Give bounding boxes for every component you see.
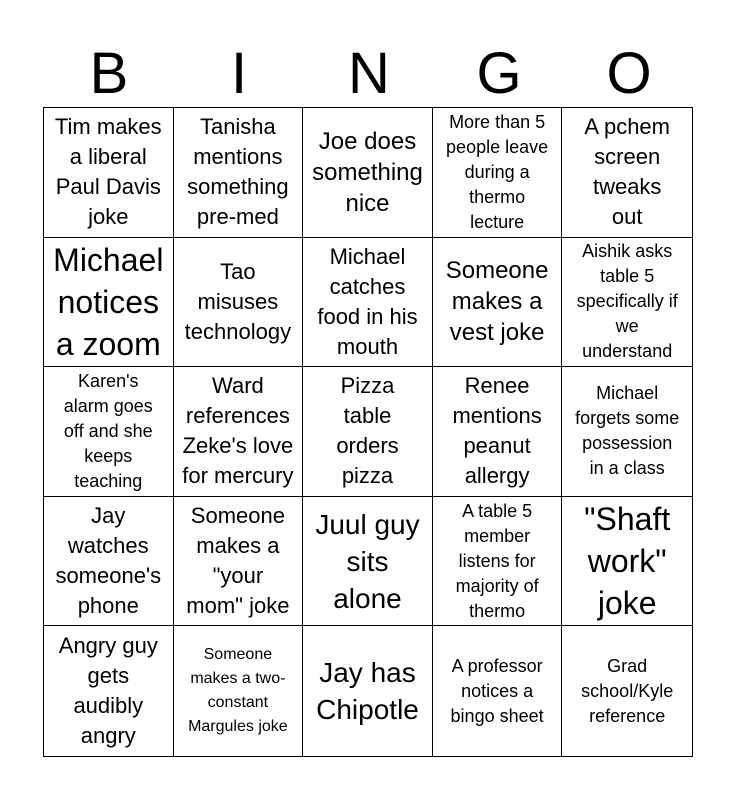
bingo-cell[interactable]: A table 5 member listens for majority of thermo — [433, 497, 563, 627]
bingo-cell[interactable]: Jay has Chipotle — [303, 626, 433, 756]
bingo-cell[interactable]: A pchem screen tweaks out — [562, 108, 692, 238]
header-letter-o: O — [606, 41, 652, 106]
bingo-cell[interactable]: Tao misuses technology — [174, 238, 304, 368]
bingo-cell[interactable]: Juul guy sits alone — [303, 497, 433, 627]
bingo-cell[interactable]: Michael catches food in his mouth — [303, 238, 433, 368]
bingo-cell[interactable]: Someone makes a two- constant Margules joke — [174, 626, 304, 756]
bingo-cell[interactable]: Angry guy gets audibly angry — [44, 626, 174, 756]
bingo-cell[interactable]: Renee mentions peanut allergy — [433, 367, 563, 497]
header-letter-i: I — [230, 41, 248, 106]
bingo-cell[interactable]: Tanisha mentions something pre-med — [174, 108, 304, 238]
bingo-cell[interactable]: A professor notices a bingo sheet — [433, 626, 563, 756]
bingo-cell[interactable]: Karen's alarm goes off and she keeps teaching — [44, 367, 174, 497]
bingo-cell[interactable]: Michael notices a zoom — [44, 238, 174, 368]
bingo-cell[interactable]: Jay watches someone's phone — [44, 497, 174, 627]
bingo-cell[interactable]: Tim makes a liberal Paul Davis joke — [44, 108, 174, 238]
bingo-cell[interactable]: Someone makes a vest joke — [433, 238, 563, 368]
bingo-cell[interactable]: Ward references Zeke's love for mercury — [174, 367, 304, 497]
bingo-cell[interactable]: Grad school/Kyle reference — [581, 655, 674, 726]
bingo-cell[interactable]: Pizza table orders pizza — [303, 367, 433, 497]
bingo-cell[interactable]: Aishik asks table 5 specifically if we understand — [562, 238, 692, 368]
header-letter-b: B — [89, 41, 129, 106]
bingo-cell[interactable]: Someone makes a "your mom" joke — [174, 497, 304, 627]
bingo-board — [43, 107, 693, 757]
bingo-header — [44, 40, 694, 108]
bingo-cell[interactable]: Joe does something nice — [303, 108, 433, 238]
header-letter-n: N — [348, 41, 390, 106]
bingo-cell[interactable]: "Shaft work" joke — [562, 497, 692, 627]
header-letter-g: G — [476, 41, 522, 106]
bingo-cell[interactable]: Michael forgets some possession in a class — [562, 367, 692, 497]
bingo-cell[interactable]: More than 5 people leave during a thermo lecture — [433, 108, 563, 238]
